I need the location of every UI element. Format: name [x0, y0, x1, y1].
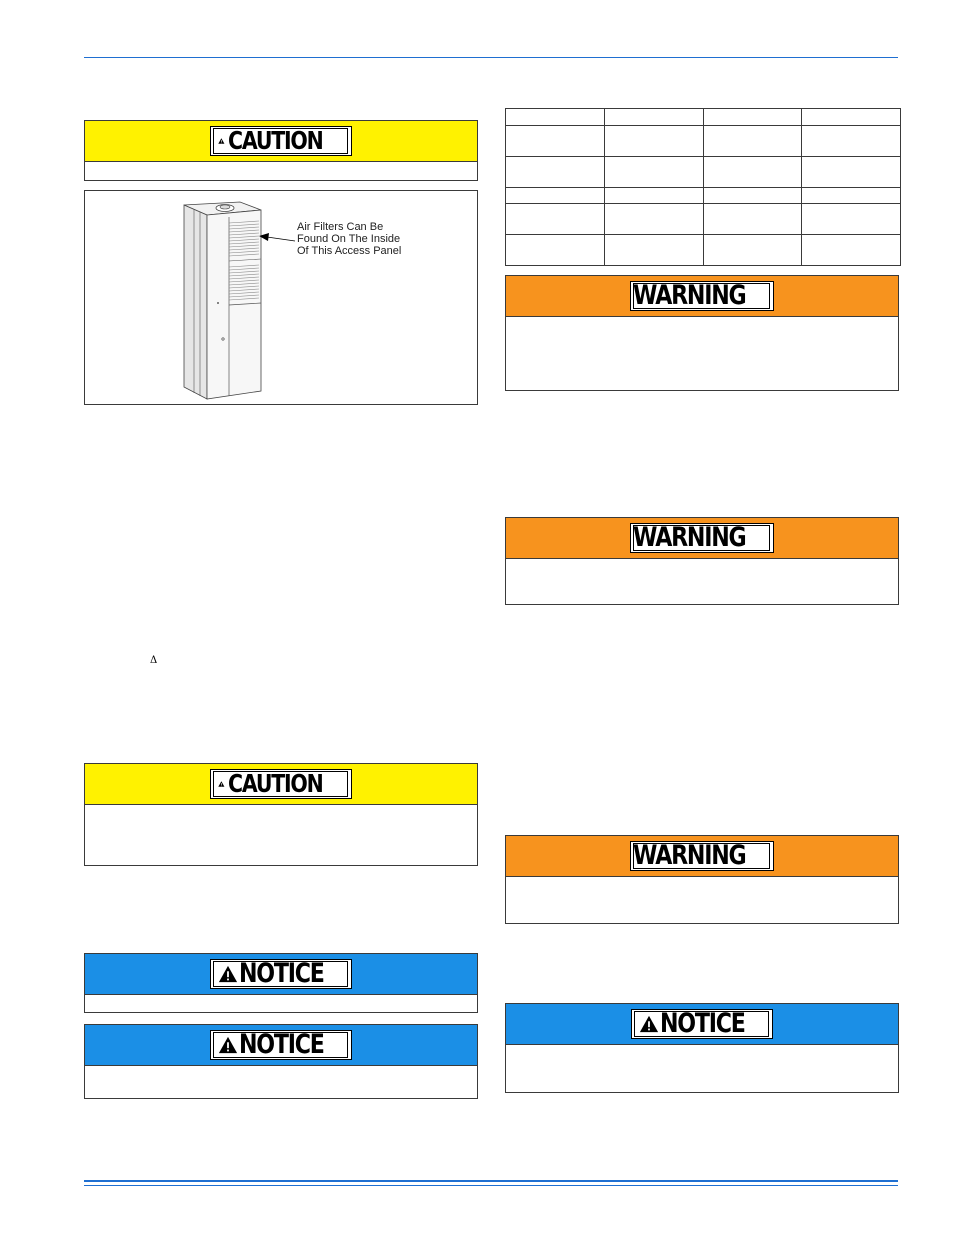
table-cell	[802, 235, 901, 266]
hazard-triangle-icon	[218, 774, 225, 794]
notice-box-3	[505, 1003, 899, 1093]
table-cell	[506, 109, 605, 126]
furnace-illustration	[85, 191, 477, 404]
hazard-triangle-icon	[218, 1035, 238, 1055]
table-cell	[604, 235, 703, 266]
caution-sign	[210, 126, 352, 156]
table-row	[506, 188, 901, 204]
notice-sign	[631, 1009, 773, 1039]
warning-box-3	[505, 835, 899, 924]
caution-band	[85, 121, 477, 162]
table-cell	[703, 109, 802, 126]
caution-box-2	[84, 763, 478, 866]
notice-band	[85, 1025, 477, 1066]
hazard-triangle-icon	[639, 1014, 659, 1034]
notice-band	[85, 954, 477, 995]
spec-table	[505, 108, 901, 266]
table-cell	[604, 188, 703, 204]
furnace-figure	[84, 190, 478, 405]
table-cell	[703, 126, 802, 157]
caution-box-1	[84, 120, 478, 181]
caution-label: CAUTION	[227, 126, 323, 155]
notice-box-1	[84, 953, 478, 1013]
table-cell	[604, 204, 703, 235]
table-cell	[802, 126, 901, 157]
delta-symbol: Δ	[150, 655, 158, 666]
table-cell	[506, 204, 605, 235]
warning-sign	[630, 841, 774, 871]
hazard-triangle-icon	[218, 131, 225, 151]
table-cell	[802, 109, 901, 126]
table-row	[506, 204, 901, 235]
table-cell	[802, 157, 901, 188]
table-cell	[802, 188, 901, 204]
notice-sign	[210, 959, 352, 989]
warning-sign	[630, 281, 774, 311]
warning-band	[506, 276, 898, 317]
table-cell	[506, 157, 605, 188]
table-cell	[802, 204, 901, 235]
caution-label: CAUTION	[227, 769, 323, 798]
table-cell	[604, 109, 703, 126]
callout-line: Of This Access Panel	[297, 245, 402, 257]
warning-band	[506, 836, 898, 877]
warning-band	[506, 518, 898, 559]
table-cell	[604, 157, 703, 188]
warning-box-1	[505, 275, 899, 391]
caution-sign	[210, 769, 352, 799]
warning-label: WARNING	[633, 522, 746, 553]
notice-sign	[210, 1030, 352, 1060]
callout-line: Found On The Inside	[297, 233, 401, 245]
notice-band	[506, 1004, 898, 1045]
table-cell	[604, 126, 703, 157]
table-cell	[506, 188, 605, 204]
figure-callout	[297, 221, 401, 257]
table-cell	[703, 188, 802, 204]
table-row	[506, 109, 901, 126]
table-row	[506, 157, 901, 188]
warning-sign	[630, 523, 774, 553]
notice-label: NOTICE	[239, 1029, 325, 1060]
table-row	[506, 235, 901, 266]
warning-box-2	[505, 517, 899, 605]
table-cell	[703, 157, 802, 188]
notice-label: NOTICE	[239, 958, 325, 989]
warning-label: WARNING	[633, 280, 746, 311]
table-row	[506, 126, 901, 157]
caution-band	[85, 764, 477, 805]
footer-rule	[84, 1180, 898, 1182]
header-rule	[84, 57, 898, 58]
warning-label: WARNING	[633, 840, 746, 871]
callout-line: Air Filters Can Be	[297, 221, 384, 233]
table-cell	[506, 235, 605, 266]
footer-rule-thin	[84, 1185, 898, 1186]
table-cell	[703, 204, 802, 235]
notice-box-2	[84, 1024, 478, 1099]
table-cell	[506, 126, 605, 157]
hazard-triangle-icon	[218, 964, 238, 984]
notice-label: NOTICE	[660, 1008, 746, 1039]
table-cell	[703, 235, 802, 266]
